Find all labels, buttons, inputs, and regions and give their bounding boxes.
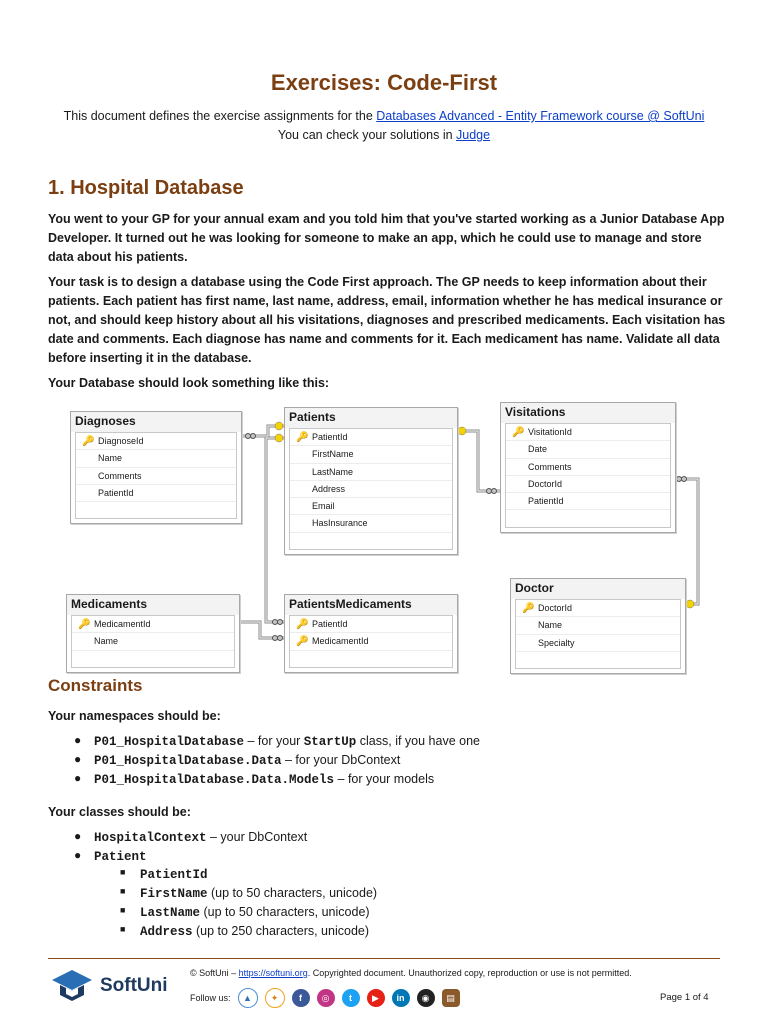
list-item: ● HospitalContext – your DbContext <box>74 829 308 845</box>
column-row: LastName <box>290 464 452 481</box>
column-row: 🔑 PatientId <box>290 429 452 446</box>
column-row: 🔑 MedicamentId <box>72 616 234 633</box>
facebook-icon[interactable]: f <box>292 989 310 1007</box>
sub-list-item: ■ LastName (up to 50 characters, unicode) <box>120 905 370 920</box>
youtube-icon[interactable]: ▶ <box>367 989 385 1007</box>
twitter-icon[interactable]: t <box>342 989 360 1007</box>
follow-label: Follow us: <box>190 993 231 1003</box>
list-item: ● P01_HospitalDatabase.Data – for your DbContext <box>74 752 401 768</box>
table-title: Medicaments <box>67 595 239 615</box>
fk-key-marker <box>458 427 466 435</box>
section-text <box>48 210 728 399</box>
table-title: Patients <box>285 408 457 428</box>
key-icon: 🔑 <box>512 427 525 438</box>
list-item: ● P01_HospitalDatabase.Data.Models – for your models <box>74 771 435 787</box>
instagram-icon[interactable]: ◎ <box>317 989 335 1007</box>
column-row: 🔑 PatientId <box>290 616 452 633</box>
table-title: Diagnoses <box>71 412 241 432</box>
table-diagnoses <box>70 411 242 524</box>
section-heading-constraints: Constraints <box>48 676 143 695</box>
column-row: 🔑 VisitationId <box>506 424 670 441</box>
column-row: Name <box>76 450 236 467</box>
column-row: Specialty <box>516 635 680 652</box>
key-icon: 🔑 <box>78 619 91 630</box>
column-row: Address <box>290 481 452 498</box>
table-title: Visitations <box>501 403 675 423</box>
softuni-logo[interactable] <box>50 968 168 1004</box>
column-row: Comments <box>506 459 670 476</box>
column-row: Email <box>290 498 452 515</box>
sub-list-item: ■ Address (up to 250 characters, unicode) <box>120 924 370 939</box>
footer-rule <box>48 958 720 959</box>
softuni-digital-icon[interactable]: ▤ <box>442 989 460 1007</box>
sub-list-item: ■ FirstName (up to 50 characters, unicode) <box>120 886 378 901</box>
column-row: Date <box>506 441 670 458</box>
column-row: PatientId <box>76 485 236 502</box>
column-row: 🔑 DoctorId <box>516 600 680 617</box>
table-visitations <box>500 402 676 533</box>
key-icon: 🔑 <box>522 603 535 614</box>
list-item: ● Patient <box>74 848 147 864</box>
site-link[interactable]: https://softuni.org <box>238 968 308 978</box>
table-patients <box>284 407 458 555</box>
column-row: Name <box>516 617 680 634</box>
judge-link[interactable]: Judge <box>456 128 491 142</box>
softuni-creative-icon[interactable]: ✦ <box>265 988 285 1008</box>
classes-label: Your classes should be: <box>48 805 191 819</box>
fk-key-marker <box>275 422 283 430</box>
key-icon: 🔑 <box>82 436 95 447</box>
column-row: Name <box>72 633 234 650</box>
intro-block <box>0 107 768 145</box>
fk-key-marker <box>686 600 694 608</box>
column-row: 🔑 MedicamentId <box>290 633 452 650</box>
key-icon: 🔑 <box>296 636 309 648</box>
table-medicaments <box>66 594 240 673</box>
sub-list-item: ■ PatientId <box>120 867 208 882</box>
table-doctor <box>510 578 686 674</box>
logo-text: SoftUni <box>100 975 168 996</box>
section-heading-hospital: 1. Hospital Database <box>48 177 244 199</box>
column-row: FirstName <box>290 446 452 463</box>
intro-text: This document defines the exercise assignments for the <box>63 109 377 123</box>
column-row: DoctorId <box>506 476 670 493</box>
table-title: PatientsMedicaments <box>285 595 457 615</box>
table-title: Doctor <box>511 579 685 599</box>
paragraph-1: You went to your GP for your annual exam and you told him that you've started working as a Junior Database App Developer. It turned out he was looking for someone to make an app, which he could use to manage and store data about his patients. <box>48 212 725 264</box>
column-row: 🔑 DiagnoseId <box>76 433 236 450</box>
list-item: ● P01_HospitalDatabase – for your StartUp class, if you have one <box>74 733 480 749</box>
page-number: Page 1 of 4 <box>660 992 709 1003</box>
judge-text: You can check your solutions in <box>277 128 457 142</box>
database-diagram <box>48 398 728 670</box>
key-icon: 🔑 <box>296 432 309 443</box>
github-icon[interactable]: ◉ <box>417 989 435 1007</box>
fk-key-marker <box>275 434 283 442</box>
course-link[interactable]: Databases Advanced - Entity Framework course @ SoftUni <box>376 109 705 123</box>
copyright-notice: © SoftUni – https://softuni.org. Copyrighted document. Unauthorized copy, reproduction or use is not permitted. <box>190 968 632 978</box>
paragraph-2: Your task is to design a database using the Code First approach. The GP needs to keep information about their patients. Each patient has first name, last name, address, email, information whether he has medical insurance or not, and should keep history about all his visitations, diagnoses and prescribed medicaments. Each visitation has date and comments. Each diagnose has name and comments for it. Each medicament has name. Validate all data before inserting it in the database. <box>48 275 726 365</box>
namespaces-label: Your namespaces should be: <box>48 709 221 723</box>
paragraph-3: Your Database should look something like this: <box>48 376 330 390</box>
softuni-logo-icon <box>50 968 94 1004</box>
column-row: HasInsurance <box>290 515 452 532</box>
document-title: Exercises: Code-First <box>270 70 498 95</box>
column-row: PatientId <box>506 493 670 510</box>
follow-us <box>190 988 460 1008</box>
linkedin-icon[interactable]: in <box>392 989 410 1007</box>
table-patients-medicaments <box>284 594 458 673</box>
key-icon: 🔑 <box>296 619 309 630</box>
softuni-icon[interactable]: ▲ <box>238 988 258 1008</box>
column-row: Comments <box>76 468 236 485</box>
